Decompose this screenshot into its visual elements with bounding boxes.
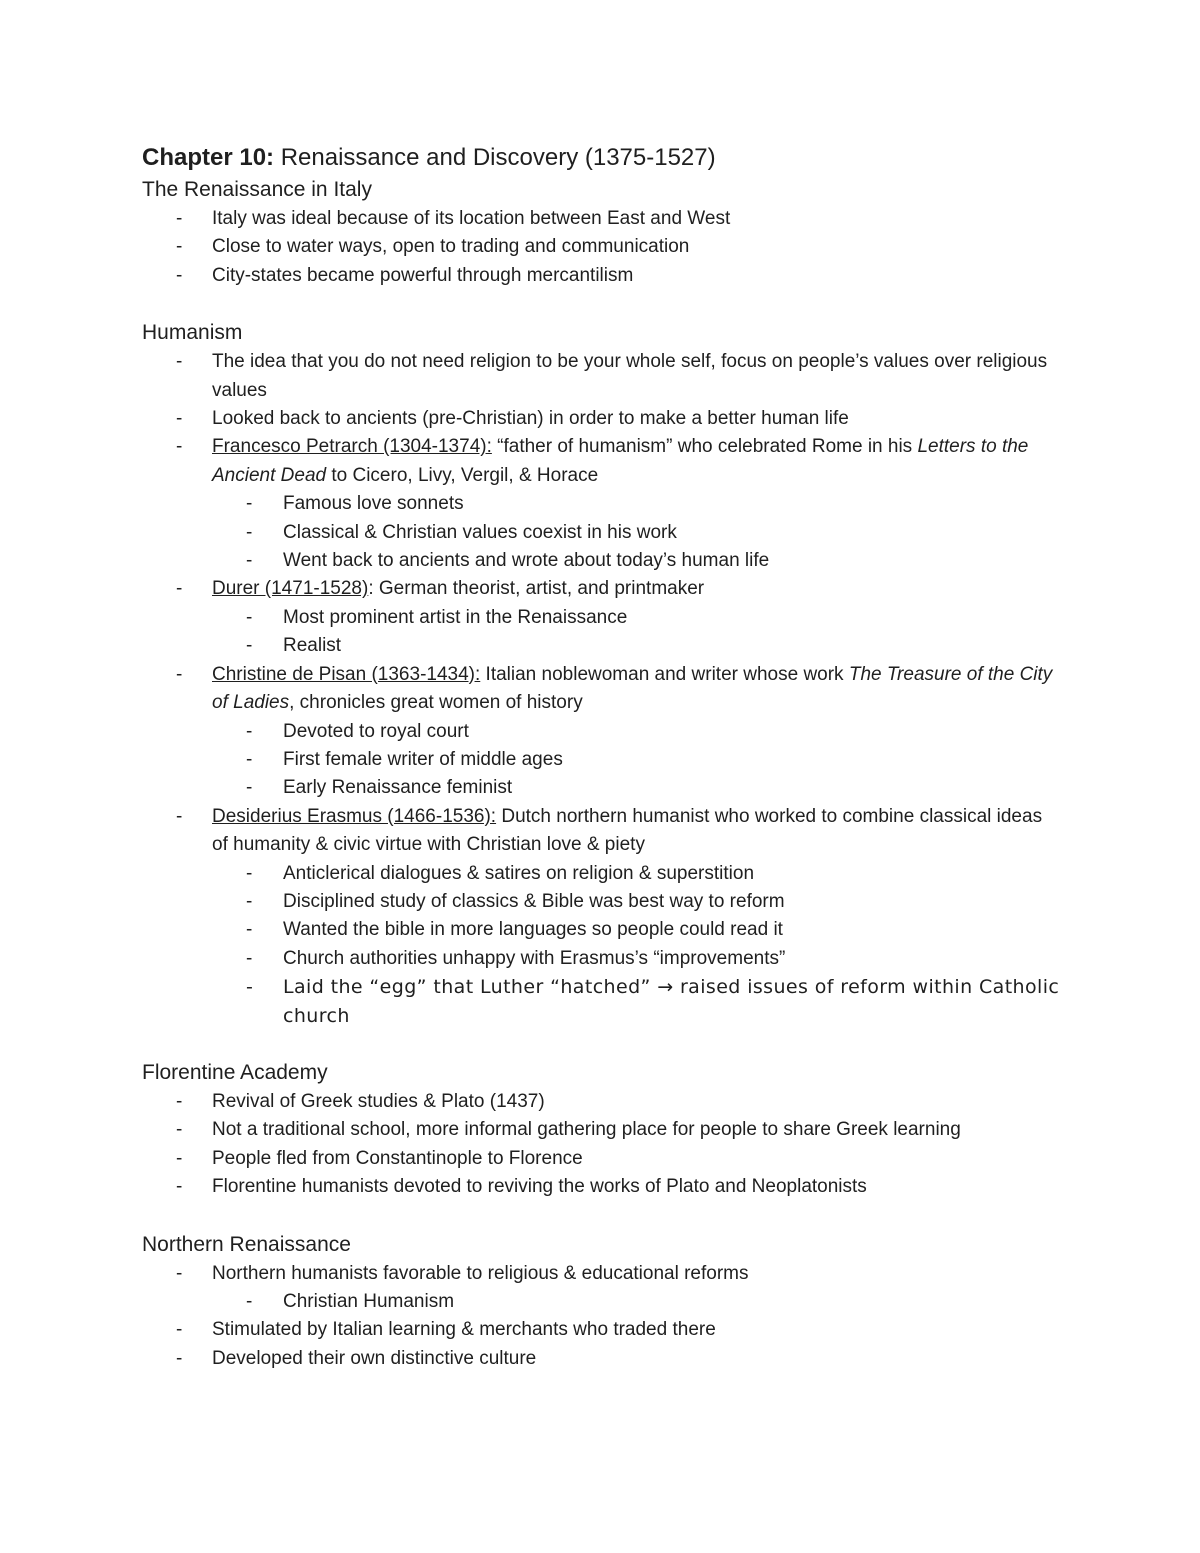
sub-list-item: - Anticlerical dialogues & satires on religion & superstition	[142, 860, 1062, 888]
list-item: - Close to water ways, open to trading and communication	[142, 233, 1062, 261]
sub-list-item: - Went back to ancients and wrote about today’s human life	[142, 547, 1062, 575]
section-heading: Humanism	[142, 321, 243, 345]
bullet-list	[142, 348, 1062, 1030]
list-item-petrarch	[142, 433, 1062, 490]
list-item: - Northern humanists favorable to religious & educational reforms	[142, 1260, 1062, 1288]
person-name: Francesco Petrarch (1304-1374):	[212, 436, 492, 458]
list-item: - People fled from Constantinople to Florence	[142, 1145, 1062, 1173]
section-northern-renaissance	[142, 1230, 1062, 1374]
section-heading: Florentine Academy	[142, 1060, 328, 1084]
sub-list-item: - Laid the “egg” that Luther “hatched” → raised issues of reform within Catholic church	[142, 973, 1062, 1030]
list-item: - Revival of Greek studies & Plato (1437)	[142, 1088, 1062, 1116]
list-item-durer	[142, 575, 1062, 603]
chapter-name: Renaissance and Discovery (1375-1527)	[274, 144, 716, 171]
page-title	[142, 141, 1062, 175]
list-item: - Italy was ideal because of its location between East and West	[142, 205, 1062, 233]
item-text: , chronicles great women of history	[289, 692, 583, 714]
person-name: Desiderius Erasmus (1466-1536):	[212, 805, 497, 827]
item-text: to Cicero, Livy, Vergil, & Horace	[326, 464, 599, 486]
work-title: Letters to the Ancient Dead	[212, 436, 1029, 486]
item-text: “father of humanism” who celebrated Rome in his	[491, 436, 918, 458]
list-item: - Developed their own distinctive culture	[142, 1345, 1062, 1373]
sub-list-item: - Wanted the bible in more languages so people could read it	[142, 916, 1062, 944]
list-item: - City-states became powerful through mercantilism	[142, 262, 1062, 290]
list-item-erasmus	[142, 803, 1062, 860]
sub-list-item: - Famous love sonnets	[142, 490, 1062, 518]
list-item: - Florentine humanists devoted to reviving the works of Plato and Neoplatonists	[142, 1173, 1062, 1201]
sub-list-item: - Disciplined study of classics & Bible was best way to reform	[142, 888, 1062, 916]
person-name: Durer (1471-1528)	[212, 578, 369, 600]
sub-list-item: - Early Renaissance feminist	[142, 774, 1062, 802]
list-item: - Looked back to ancients (pre-Christian) in order to make a better human life	[142, 405, 1062, 433]
document-content	[142, 141, 1062, 1373]
sub-list-item: - Church authorities unhappy with Erasmus’s “improvements”	[142, 945, 1062, 973]
sub-list-item: - Christian Humanism	[142, 1288, 1062, 1316]
sub-list-item: - Classical & Christian values coexist in his work	[142, 519, 1062, 547]
list-item: - The idea that you do not need religion to be your whole self, focus on people’s values over religious values	[142, 348, 1062, 405]
section-heading: Northern Renaissance	[142, 1232, 351, 1256]
bullet-list	[142, 205, 1062, 290]
chapter-label: Chapter 10:	[142, 144, 275, 171]
list-item: - Stimulated by Italian learning & merchants who traded there	[142, 1316, 1062, 1344]
section-renaissance-in-italy	[142, 175, 1062, 290]
list-item: - Not a traditional school, more informal gathering place for people to share Greek learning	[142, 1116, 1062, 1144]
sub-list-item: - First female writer of middle ages	[142, 746, 1062, 774]
item-text: : German theorist, artist, and printmaker	[368, 578, 705, 600]
list-item-pisan	[142, 661, 1062, 718]
sub-list-item: - Devoted to royal court	[142, 718, 1062, 746]
item-text: Italian noblewoman and writer whose work	[480, 663, 849, 685]
bullet-list	[142, 1260, 1062, 1374]
section-heading: The Renaissance in Italy	[142, 178, 372, 201]
item-text: Dutch northern humanist who worked to combine classical ideas of humanity & civic virtue with Christian love & piety	[212, 805, 1043, 856]
section-florentine-academy	[142, 1058, 1062, 1202]
sub-list-item: - Realist	[142, 632, 1062, 660]
work-title: The Treasure of the City of Ladies	[212, 663, 1053, 714]
person-name: Christine de Pisan (1363-1434):	[212, 663, 481, 685]
section-humanism	[142, 318, 1062, 1030]
sub-list-item: - Most prominent artist in the Renaissance	[142, 604, 1062, 632]
bullet-list	[142, 1088, 1062, 1202]
